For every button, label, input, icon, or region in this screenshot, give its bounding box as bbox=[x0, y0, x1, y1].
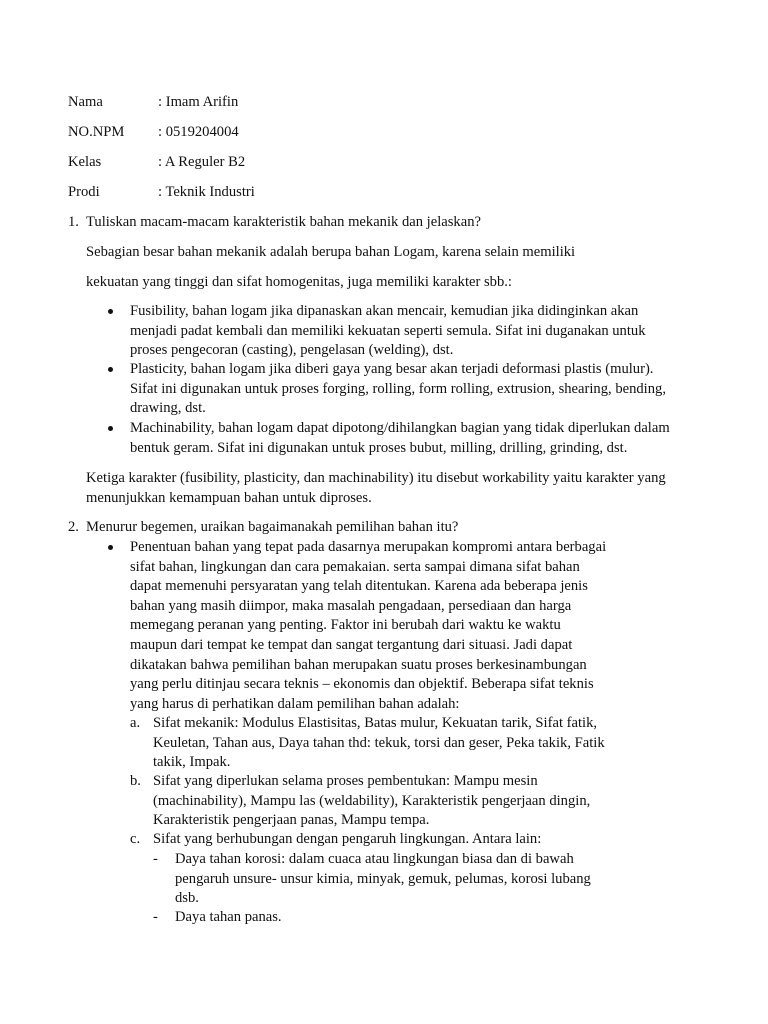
bullet-line: menjadi padat kembali dan memiliki kekuatan seperti semula. Sifat ini duganakan untuk bbox=[130, 322, 646, 339]
bullet-dot-icon bbox=[108, 545, 113, 550]
nama-value: : Imam Arifin bbox=[158, 94, 239, 110]
q1-bullet-item bbox=[108, 360, 708, 419]
subitem-line: Sifat yang diperlukan selama proses pembentukan: Mampu mesin bbox=[153, 773, 538, 789]
dash-line: dsb. bbox=[175, 890, 199, 907]
question-2-number: 2. bbox=[68, 519, 79, 535]
bullet-line: Machinability, bahan logam dapat dipotong/dihilangkan bagian yang tidak diperlukan dalam bbox=[130, 420, 670, 436]
q1-bullet-item bbox=[108, 419, 708, 458]
prodi-value: : Teknik Industri bbox=[158, 184, 255, 200]
q2-subitem-c bbox=[130, 830, 690, 850]
prodi-label: Prodi bbox=[68, 184, 100, 200]
subitem-line: Sifat yang berhubungan dengan pengaruh lingkungan. Antara lain: bbox=[153, 831, 542, 847]
bullet-line: drawing, dst. bbox=[130, 400, 206, 417]
q1-bullet-item bbox=[108, 302, 708, 361]
bullet-dot-icon bbox=[108, 309, 113, 314]
kelas-value: : A Reguler B2 bbox=[158, 154, 246, 170]
bullet-line: bentuk geram. Sifat ini digunakan untuk proses bubut, milling, drilling, grinding, dst. bbox=[130, 439, 628, 456]
subitem-line: Sifat mekanik: Modulus Elastisitas, Batas mulur, Kekuatan tarik, Sifat fatik, bbox=[153, 715, 598, 731]
bullet-line: bahan yang masih diimpor, maka masalah pengadaan, persediaan dan harga bbox=[130, 597, 572, 614]
bullet-line: Penentuan bahan yang tepat pada dasarnya merupakan kompromi antara berbagai bbox=[130, 539, 607, 555]
q1-closing-line-1: Ketiga karakter (fusibility, plasticity, dan machinability) itu disebut workability yaitu karakter yang bbox=[86, 470, 666, 486]
subitem-line: takik, Impak. bbox=[153, 754, 231, 771]
q1-intro-line-2: kekuatan yang tinggi dan sifat homogenitas, juga memiliki karakter sbb.: bbox=[86, 274, 512, 290]
npm-label: NO.NPM bbox=[68, 124, 125, 140]
bullet-line: dapat memenuhi persyaratan yang telah ditentukan. Karena ada beberapa jenis bbox=[130, 578, 588, 595]
question-2-text: Menurur begemen, uraikan bagaimanakah pemilihan bahan itu? bbox=[86, 519, 459, 535]
bullet-line: memegang peranan yang penting. Faktor ini berubah dari waktu ke waktu bbox=[130, 617, 561, 634]
q2-bullet-item bbox=[108, 538, 708, 714]
q2-dash-item bbox=[153, 850, 693, 909]
nama-label: Nama bbox=[68, 94, 103, 110]
question-1-text: Tuliskan macam-macam karakteristik bahan mekanik dan jelaskan? bbox=[86, 214, 481, 230]
bullet-line: dikatakan bahwa pemilihan bahan merupakan suatu proses berkesinambungan bbox=[130, 656, 587, 673]
bullet-line: maupun dari tempat ke tempat dan sangat tergantung dari situasi. Jadi dapat bbox=[130, 636, 573, 653]
bullet-line: Sifat ini digunakan untuk proses forging, rolling, form rolling, extrusion, shearing, bending, bbox=[130, 380, 666, 397]
bullet-line: Fusibility, bahan logam jika dipanaskan akan mencair, kemudian jika didinginkan akan bbox=[130, 303, 639, 319]
q2-subitem-b bbox=[130, 772, 690, 831]
subitem-line: Keuletan, Tahan aus, Daya tahan thd: tekuk, torsi dan geser, Peka takik, Fatik bbox=[153, 734, 605, 751]
bullet-dot-icon bbox=[108, 426, 113, 431]
q2-subitem-a bbox=[130, 714, 690, 773]
question-1-number: 1. bbox=[68, 214, 79, 230]
list-marker: a. bbox=[130, 715, 141, 731]
dash-marker: - bbox=[153, 909, 158, 925]
q1-intro-line-1: Sebagian besar bahan mekanik adalah berupa bahan Logam, karena selain memiliki bbox=[86, 244, 576, 260]
list-marker: b. bbox=[130, 773, 141, 789]
bullet-line: sifat bahan, lingkungan dan cara pemakaian. serta sampai dimana sifat bahan bbox=[130, 558, 580, 575]
dash-line: pengaruh unsure- unsur kimia, minyak, gemuk, pelumas, korosi lubang bbox=[175, 870, 591, 887]
bullet-line: yang perlu ditinjau secara teknis – ekonomis dan objektif. Beberapa sifat teknis bbox=[130, 676, 594, 693]
dash-line: Daya tahan korosi: dalam cuaca atau lingkungan biasa dan di bawah bbox=[175, 851, 574, 867]
list-marker: c. bbox=[130, 831, 141, 847]
bullet-line: Plasticity, bahan logam jika diberi gaya yang besar akan terjadi deformasi plastis (mulur). bbox=[130, 361, 654, 377]
bullet-line: yang harus di perhatikan dalam pemilihan bahan adalah: bbox=[130, 695, 460, 712]
bullet-dot-icon bbox=[108, 367, 113, 372]
npm-value: : 0519204004 bbox=[158, 124, 239, 140]
kelas-label: Kelas bbox=[68, 154, 102, 170]
q1-closing-line-2: menunjukkan kemampuan bahan untuk diproses. bbox=[86, 490, 372, 506]
dash-marker: - bbox=[153, 851, 158, 867]
subitem-line: (machinability), Mampu las (weldability), Karakteristik pengerjaan dingin, bbox=[153, 792, 591, 809]
bullet-line: proses pengecoran (casting), pengelasan (welding), dst. bbox=[130, 342, 454, 359]
subitem-line: Karakteristik pengerjaan panas, Mampu tempa. bbox=[153, 812, 430, 829]
q2-dash-item bbox=[153, 908, 693, 928]
dash-line: Daya tahan panas. bbox=[175, 909, 282, 925]
